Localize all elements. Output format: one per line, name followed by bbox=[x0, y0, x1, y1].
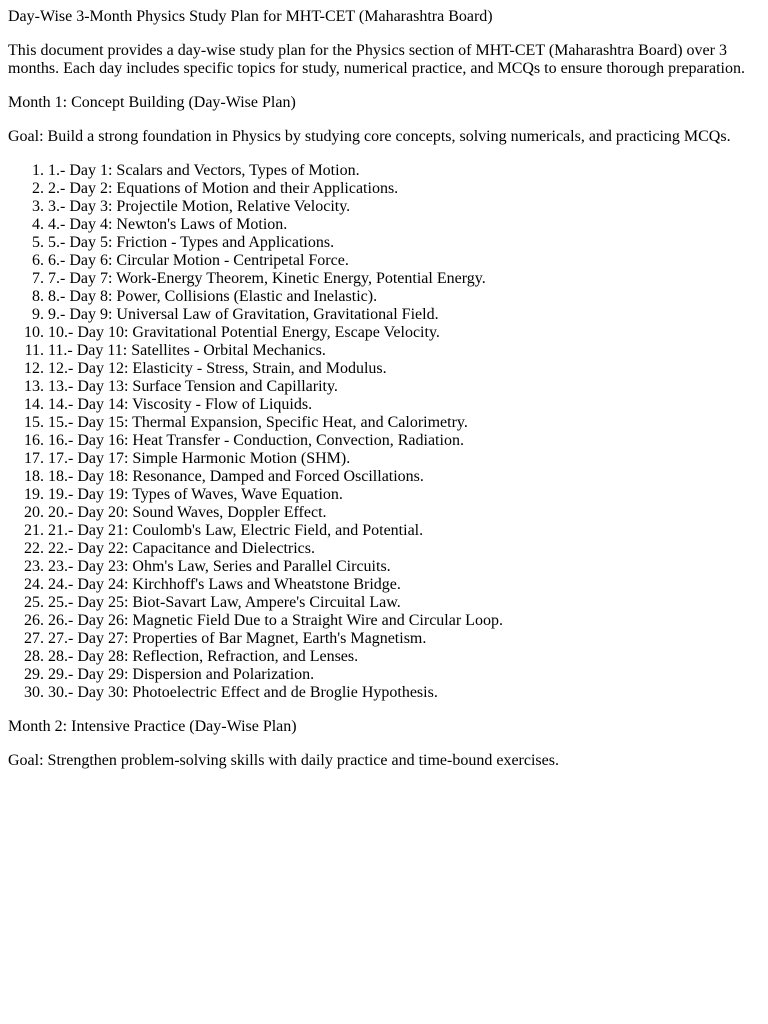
day-list-item bbox=[48, 216, 760, 234]
list-item-number: 5. bbox=[48, 234, 60, 251]
list-item-number: 10. bbox=[48, 324, 68, 341]
list-item-text: - Day 27: Properties of Bar Magnet, Earth's Magnetism. bbox=[68, 630, 427, 647]
list-item-text: - Day 30: Photoelectric Effect and de Broglie Hypothesis. bbox=[68, 684, 438, 701]
list-item-text: - Day 12: Elasticity - Stress, Strain, and Modulus. bbox=[68, 360, 387, 377]
list-item-text: - Day 6: Circular Motion - Centripetal Force. bbox=[60, 252, 349, 269]
day-list-item bbox=[48, 378, 760, 396]
list-item-text: - Day 24: Kirchhoff's Laws and Wheatstone Bridge. bbox=[68, 576, 401, 593]
list-item-number: 29. bbox=[48, 666, 68, 683]
month2-goal: Goal: Strengthen problem-solving skills with daily practice and time-bound exercises. bbox=[8, 752, 559, 769]
day-list-item bbox=[48, 234, 760, 252]
month1-day-list bbox=[8, 162, 760, 702]
list-item-number: 16. bbox=[48, 432, 68, 449]
day-list-item bbox=[48, 612, 760, 630]
list-item-text: - Day 4: Newton's Laws of Motion. bbox=[60, 216, 288, 233]
list-item-number: 9. bbox=[48, 306, 60, 323]
day-list-item bbox=[48, 558, 760, 576]
day-list-item bbox=[48, 540, 760, 558]
list-item-number: 2. bbox=[48, 180, 60, 197]
list-item-text: - Day 3: Projectile Motion, Relative Velocity. bbox=[60, 198, 351, 215]
day-list-item bbox=[48, 252, 760, 270]
list-item-text: - Day 18: Resonance, Damped and Forced Oscillations. bbox=[68, 468, 424, 485]
day-list-item bbox=[48, 324, 760, 342]
list-item-text: - Day 8: Power, Collisions (Elastic and Inelastic). bbox=[60, 288, 378, 305]
day-list-item bbox=[48, 504, 760, 522]
day-list-item bbox=[48, 468, 760, 486]
list-item-number: 28. bbox=[48, 648, 68, 665]
list-item-text: - Day 25: Biot-Savart Law, Ampere's Circuital Law. bbox=[68, 594, 401, 611]
list-item-text: - Day 7: Work-Energy Theorem, Kinetic Energy, Potential Energy. bbox=[60, 270, 486, 287]
day-list-item bbox=[48, 486, 760, 504]
list-item-text: - Day 29: Dispersion and Polarization. bbox=[68, 666, 315, 683]
intro-paragraph: This document provides a day-wise study plan for the Physics section of MHT-CET (Maharashtra Board) over 3 months. Each day includes specific topics for study, numerical practice, and MCQs to ensure thorough preparation. bbox=[8, 42, 745, 77]
day-list-item bbox=[48, 432, 760, 450]
list-item-text: - Day 21: Coulomb's Law, Electric Field, and Potential. bbox=[68, 522, 424, 539]
list-item-text: - Day 26: Magnetic Field Due to a Straight Wire and Circular Loop. bbox=[68, 612, 503, 629]
day-list-item bbox=[48, 306, 760, 324]
list-item-number: 8. bbox=[48, 288, 60, 305]
list-item-number: 19. bbox=[48, 486, 68, 503]
list-item-text: - Day 23: Ohm's Law, Series and Parallel Circuits. bbox=[68, 558, 391, 575]
day-list-item bbox=[48, 342, 760, 360]
list-item-text: - Day 5: Friction - Types and Applications. bbox=[60, 234, 335, 251]
list-item-text: - Day 1: Scalars and Vectors, Types of Motion. bbox=[60, 162, 360, 179]
list-item-number: 17. bbox=[48, 450, 68, 467]
list-item-number: 21. bbox=[48, 522, 68, 539]
day-list-item bbox=[48, 180, 760, 198]
list-item-text: - Day 13: Surface Tension and Capillarity. bbox=[68, 378, 338, 395]
document-page bbox=[8, 8, 760, 770]
day-list-item bbox=[48, 198, 760, 216]
list-item-text: - Day 28: Reflection, Refraction, and Lenses. bbox=[68, 648, 359, 665]
list-item-text: - Day 19: Types of Waves, Wave Equation. bbox=[68, 486, 343, 503]
day-list-item bbox=[48, 396, 760, 414]
day-list-item bbox=[48, 414, 760, 432]
list-item-number: 25. bbox=[48, 594, 68, 611]
day-list-item bbox=[48, 576, 760, 594]
list-item-number: 1. bbox=[48, 162, 60, 179]
document-title: Day-Wise 3-Month Physics Study Plan for MHT-CET (Maharashtra Board) bbox=[8, 8, 493, 25]
list-item-number: 12. bbox=[48, 360, 68, 377]
list-item-number: 15. bbox=[48, 414, 68, 431]
list-item-number: 7. bbox=[48, 270, 60, 287]
day-list-item bbox=[48, 450, 760, 468]
list-item-text: - Day 11: Satellites - Orbital Mechanics. bbox=[67, 342, 326, 359]
list-item-number: 23. bbox=[48, 558, 68, 575]
list-item-number: 20. bbox=[48, 504, 68, 521]
list-item-text: - Day 15: Thermal Expansion, Specific Heat, and Calorimetry. bbox=[68, 414, 468, 431]
day-list-item bbox=[48, 684, 760, 702]
list-item-number: 26. bbox=[48, 612, 68, 629]
list-item-number: 11. bbox=[48, 342, 68, 359]
list-item-text: - Day 17: Simple Harmonic Motion (SHM). bbox=[68, 450, 351, 467]
list-item-number: 22. bbox=[48, 540, 68, 557]
list-item-text: - Day 9: Universal Law of Gravitation, Gravitational Field. bbox=[60, 306, 439, 323]
list-item-number: 14. bbox=[48, 396, 68, 413]
list-item-text: - Day 22: Capacitance and Dielectrics. bbox=[68, 540, 315, 557]
day-list-item bbox=[48, 360, 760, 378]
list-item-number: 3. bbox=[48, 198, 60, 215]
day-list-item bbox=[48, 162, 760, 180]
day-list-item bbox=[48, 594, 760, 612]
day-list-item bbox=[48, 648, 760, 666]
list-item-number: 24. bbox=[48, 576, 68, 593]
list-item-text: - Day 20: Sound Waves, Doppler Effect. bbox=[68, 504, 327, 521]
list-item-number: 27. bbox=[48, 630, 68, 647]
day-list-item bbox=[48, 666, 760, 684]
month2-heading: Month 2: Intensive Practice (Day-Wise Plan) bbox=[8, 718, 297, 735]
list-item-number: 18. bbox=[48, 468, 68, 485]
day-list-item bbox=[48, 522, 760, 540]
list-item-number: 30. bbox=[48, 684, 68, 701]
day-list-item bbox=[48, 270, 760, 288]
month1-goal: Goal: Build a strong foundation in Physics by studying core concepts, solving numericals, and practicing MCQs. bbox=[8, 128, 731, 145]
list-item-number: 6. bbox=[48, 252, 60, 269]
list-item-number: 4. bbox=[48, 216, 60, 233]
list-item-text: - Day 2: Equations of Motion and their Applications. bbox=[60, 180, 399, 197]
day-list-item bbox=[48, 630, 760, 648]
day-list-item bbox=[48, 288, 760, 306]
list-item-text: - Day 10: Gravitational Potential Energy, Escape Velocity. bbox=[68, 324, 440, 341]
month1-heading: Month 1: Concept Building (Day-Wise Plan) bbox=[8, 94, 296, 111]
list-item-text: - Day 14: Viscosity - Flow of Liquids. bbox=[68, 396, 313, 413]
list-item-text: - Day 16: Heat Transfer - Conduction, Convection, Radiation. bbox=[68, 432, 464, 449]
list-item-number: 13. bbox=[48, 378, 68, 395]
